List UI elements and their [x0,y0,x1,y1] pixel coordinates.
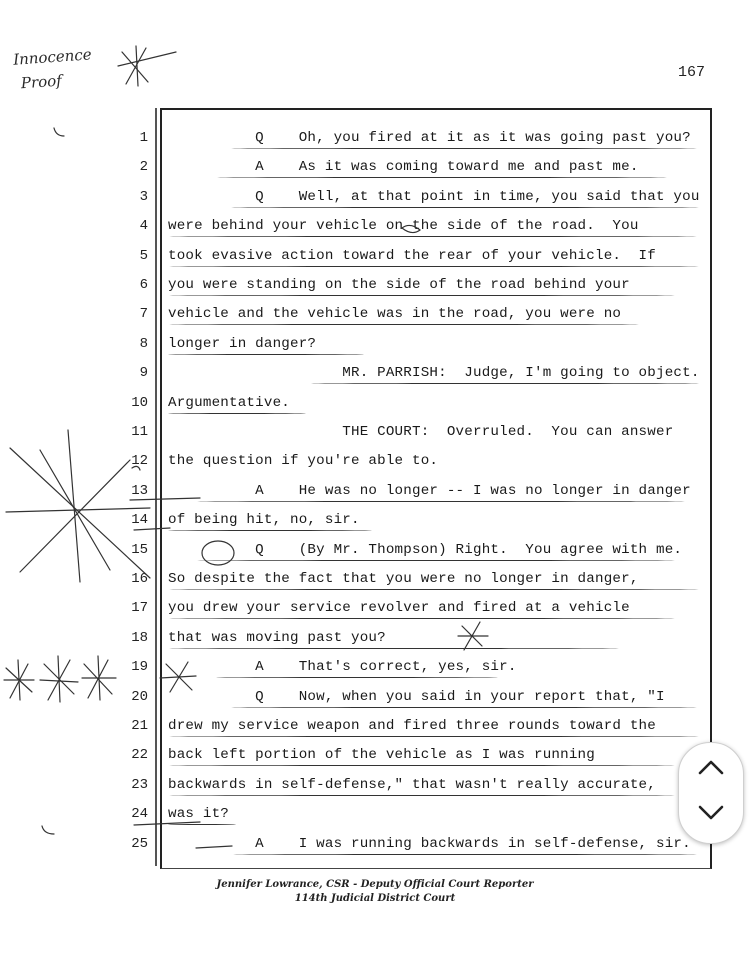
line-number: 3 [139,188,148,205]
chevron-up-icon [697,757,725,777]
chevron-down-icon [697,803,725,823]
line-number: 20 [131,688,148,705]
transcript-line: you were standing on the side of the road behind your [168,277,630,293]
line-number: 6 [139,277,148,293]
star-mark-left [6,430,150,582]
line-number: 9 [139,365,148,382]
transcript-line: Q (By Mr. Thompson) Right. You agree with me. [168,541,683,558]
transcript-line: drew my service weapon and fired three rounds toward the [168,718,656,734]
line-number: 21 [131,718,148,734]
line-number: 14 [131,512,148,529]
transcript-line: Q Oh, you fired at it as it was going past you? [168,130,691,146]
line-number: 10 [131,394,148,411]
handwritten-note-line2: Proof [20,71,63,93]
transcript-line: the question if you're able to. [168,453,439,470]
line-number: 7 [139,306,148,323]
line-number: 24 [131,806,148,823]
line-number: 18 [131,629,148,646]
transcript-line: A He was no longer -- I was no longer in danger [168,482,691,499]
line-number: 8 [139,335,148,352]
line-number: 12 [131,453,148,470]
transcript-line: longer in danger? [168,335,317,352]
line-number: 25 [131,835,148,852]
star-mark-line18 [458,622,488,650]
line-number: 4 [139,218,148,235]
transcript-line: of being hit, no, sir. [168,512,360,529]
transcript-line: Argumentative. [168,394,290,411]
line-number: 1 [139,130,148,146]
transcript-line: A That's correct, yes, sir. [168,659,517,676]
transcript-line: So despite the fact that you were no longer in danger, [168,571,639,587]
transcript-line: backwards in self-defense," that wasn't really accurate, [168,776,656,793]
transcript-line: took evasive action toward the rear of your vehicle. If [168,247,656,264]
line-number: 2 [139,159,148,176]
scroll-down-button[interactable] [679,793,743,843]
transcript-line: MR. PARRISH: Judge, I'm going to object. [168,365,700,382]
line-number: 11 [131,424,148,440]
circled-q-mark [202,541,234,565]
line-number: 15 [131,541,148,558]
transcript-line: THE COURT: Overruled. You can answer [168,424,674,440]
line-number: 13 [131,482,148,499]
line-number: 19 [131,659,148,676]
transcript-line: were behind your vehicle on the side of the road. You [168,218,639,235]
footer-reporter: Jennifer Lowrance, CSR - Deputy Official Court Reporter [216,879,534,890]
transcript-line: Q Now, when you said in your report that, "I [168,688,665,705]
handwritten-note-line1: Innocence [12,45,93,69]
line-number: 23 [131,776,148,793]
transcript-line: A I was running backwards in self-defense, sir. [168,835,691,852]
star-marks-row [4,656,196,702]
scroll-up-button[interactable] [679,743,743,793]
transcript-line: you drew your service revolver and fired at a vehicle [168,600,630,617]
page-number: 167 [678,64,706,81]
scroll-control [678,742,744,844]
transcript-line: was it? [168,806,229,823]
transcript-line: vehicle and the vehicle was in the road, you were no [168,306,622,323]
line-number: 17 [131,600,148,617]
footer-court: 114th Judicial District Court [294,893,456,904]
transcript-line: that was moving past you? [168,629,386,646]
line-number: 5 [139,247,148,264]
line-number: 16 [131,571,148,587]
transcript-line: back left portion of the vehicle as I was running [168,747,595,764]
transcript-line: A As it was coming toward me and past me. [168,159,639,176]
transcript-line: Q Well, at that point in time, you said that you [168,188,700,205]
asterisk-mark-top [118,46,176,86]
line-number: 22 [131,747,148,764]
